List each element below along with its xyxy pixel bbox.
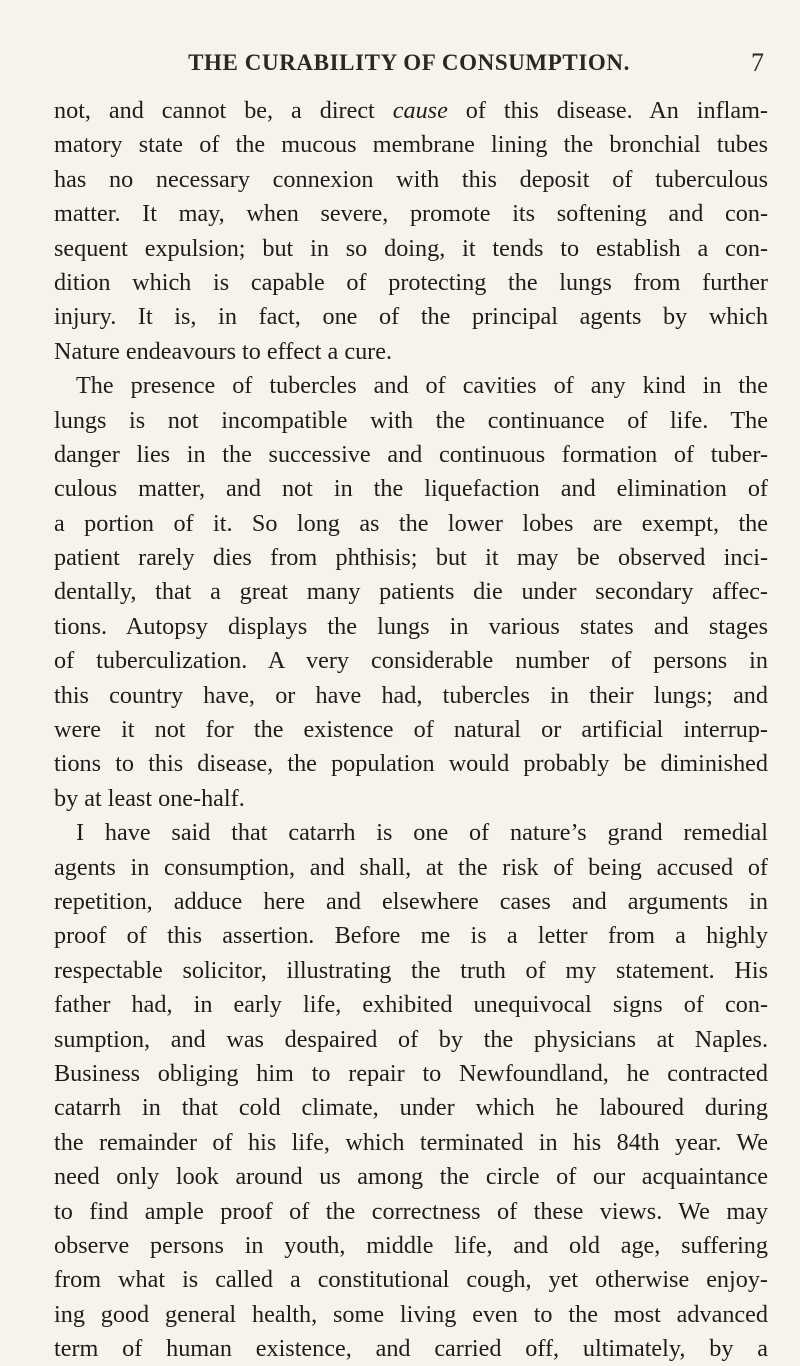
text-line-part: not, and cannot be, a direct [54, 97, 393, 124]
text-line [54, 94, 768, 128]
text-line: dentally, that a great many patients die under secondary affec- [54, 578, 768, 606]
text-line: Nature endeavours to effect a cure. [54, 337, 392, 365]
text-line: has no necessary connexion with this deposit of tuberculous [54, 165, 768, 193]
text-line: to find ample proof of the correctness of these views. We may [54, 1197, 768, 1225]
text-line: matter. It may, when severe, promote its softening and con- [54, 200, 768, 228]
text-line: Business obliging him to repair to Newfoundland, he contracted [54, 1059, 768, 1087]
text-line: sequent expulsion; but in so doing, it tends to establish a con- [54, 234, 768, 262]
text-line: injury. It is, in fact, one of the principal agents by which [54, 303, 768, 331]
text-line: tions to this disease, the population would probably be diminished [54, 750, 768, 778]
text-line: from what is called a constitutional cough, yet otherwise enjoy- [54, 1266, 768, 1294]
text-line: were it not for the existence of natural or artificial interrup- [54, 716, 768, 744]
text-line: tions. Autopsy displays the lungs in various states and stages [54, 612, 768, 640]
text-line: the remainder of his life, which terminated in his 84th year. We [54, 1128, 768, 1156]
emphasized-word: cause [392, 97, 448, 124]
text-line: father had, in early life, exhibited unequivocal signs of con- [54, 991, 768, 1019]
running-title: THE CURABILITY OF CONSUMPTION. [188, 50, 630, 75]
text-line: catarrh in that cold climate, under which he laboured during [54, 1094, 768, 1122]
text-line: need only look around us among the circle of our acquaintance [54, 1163, 768, 1191]
text-line: this country have, or have had, tubercles in their lungs; and [54, 681, 768, 709]
text-line: agents in consumption, and shall, at the risk of being accused of [54, 853, 768, 881]
text-line: repetition, adduce here and elsewhere cases and arguments in [54, 887, 768, 915]
text-line: danger lies in the successive and continuous formation of tuber- [54, 440, 768, 468]
text-line: a portion of it. So long as the lower lobes are exempt, the [54, 509, 768, 537]
text-line: observe persons in youth, middle life, and old age, suffering [54, 1231, 768, 1259]
text-line: sumption, and was despaired of by the physicians at Naples. [54, 1025, 768, 1053]
page-number: 7 [751, 48, 764, 77]
text-line: by at least one-half. [54, 784, 245, 812]
text-line: of tuberculization. A very considerable number of persons in [54, 647, 768, 675]
text-line: culous matter, and not in the liquefaction and elimination of [54, 475, 768, 503]
text-line: proof of this assertion. Before me is a letter from a highly [54, 922, 768, 950]
text-line: lungs is not incompatible with the continuance of life. The [54, 406, 768, 434]
running-head [54, 50, 764, 86]
paragraph-start-line: The presence of tubercles and of cavities of any kind in the [76, 372, 768, 400]
body-text [54, 94, 768, 1366]
text-line: term of human existence, and carried off, ultimately, by a [54, 1335, 768, 1363]
text-line: matory state of the mucous membrane lining the bronchial tubes [54, 131, 768, 159]
text-line: patient rarely dies from phthisis; but it may be observed inci- [54, 544, 768, 572]
text-line-part: of this disease. An inflam- [447, 97, 768, 124]
text-line: ing good general health, some living even to the most advanced [54, 1300, 768, 1328]
text-line: respectable solicitor, illustrating the truth of my statement. His [54, 956, 768, 984]
paragraph-start-line: I have said that catarrh is one of nature’s grand remedial [76, 819, 768, 847]
text-line: dition which is capable of protecting the lungs from further [54, 268, 768, 296]
